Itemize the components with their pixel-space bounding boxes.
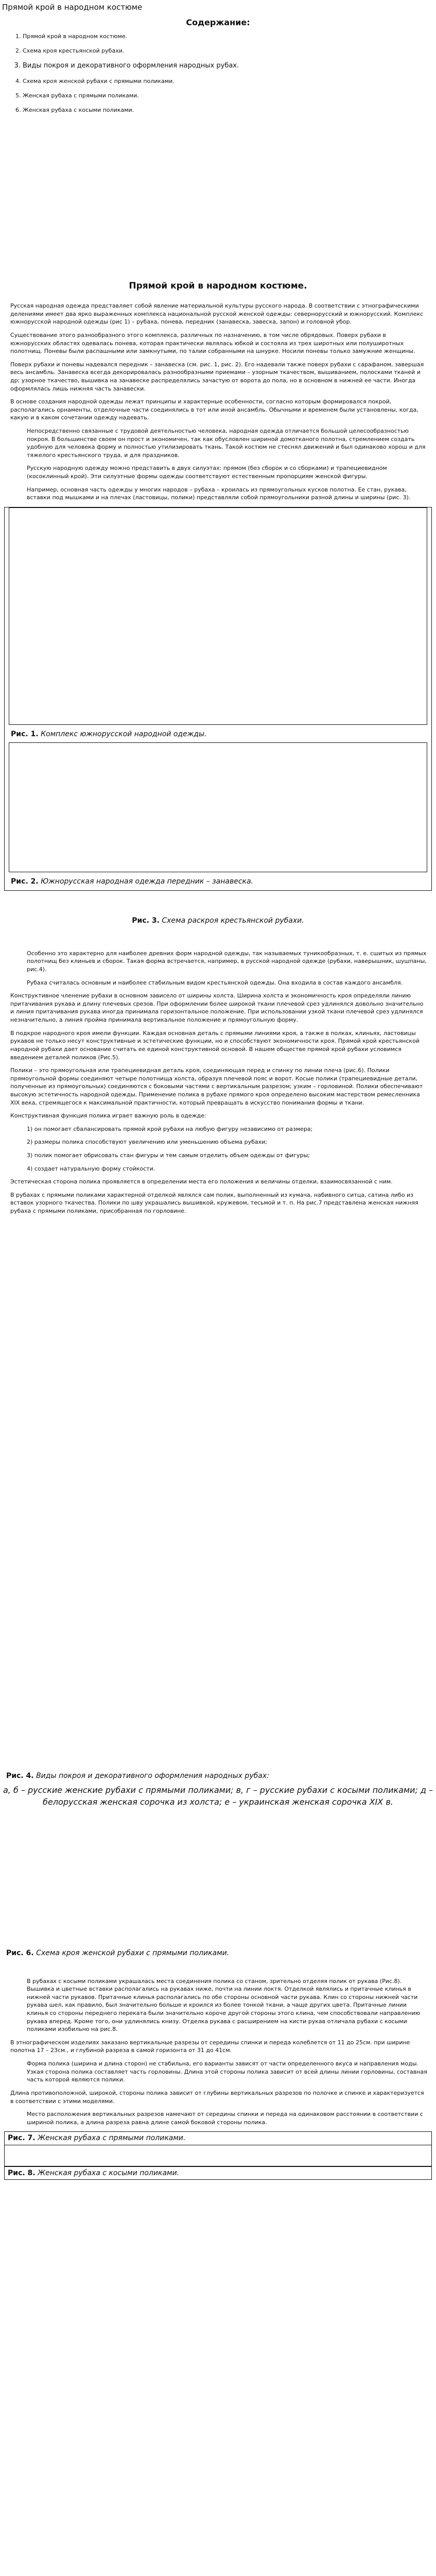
paragraph: В этнографическом изделиях заказано вертикальные разрезы от середины спинки и переда колеблется от 11 до 25см. при ширине полотна 17 – 23см., и глубиной разреза в самой горизонта от 31 до 41см. (10, 2039, 410, 2054)
toc-item[interactable]: 4. Схема кроя женской рубахи с прямыми поликами. (23, 77, 436, 86)
list-item: 4) создает натуральную форму стойкости. (27, 1165, 155, 1172)
figure-4-image (0, 1221, 436, 1767)
toc-item[interactable]: 1. Прямой крой в народном костюме. (23, 32, 436, 41)
list-item: 3) полик помогает обрисовать стан фигуры и тем самым отделить объем одежды от фигуры; (27, 1151, 310, 1159)
paragraph: Поверх рубахи и поневы надевался передник – занавеска (см. рис. 1, рис. 2). Его надевали также поверх рубахи с сарафаном, завершая весь ансамбль. Занавеска всегда декорировалась разнообразными приемами – узорным ткачеством, вышиванием, полосками тканей и др; узорное ткачество, вышивка на занавеске распределялись зачастую от ворота до пола, но в основном в нижней ее части. Иногда оформлялась лишь нижняя часть занавески. (10, 361, 424, 392)
toc-item[interactable]: 2. Схема кроя крестьянской рубахи. (23, 47, 436, 55)
figure-4-caption: Рис. 4. Виды покроя и декоративного оформления народных рубах: (6, 1771, 269, 1780)
paragraph: В рубахах с косыми поликами украшалась места соединения полика со станом, зрительно отделяя полик от рукава (Рис.8). Вышивка и цветные вставки располагались на рукавах ниже, почти на линии локтя. Отделкой являлись и притачные клинья в нижней части рукавов. Притачные клинья располагались по обе стороны основной части рукава. Клин со стороны нижней части рукава шел, как правило, был значительно больше и кроился из более тонкой ткани, а чаще других цвета. Притачные линии клинья со стороны переднего переката были значительно короче другой стороны этого клина, чем способствовали направлению рукава вперед. Кроме того, они удлинялись книзу. Отделка рукава с расширением на кисти рукав отличала рубахи с косыми поликами изобильно на рис.8. (27, 1977, 421, 2033)
paragraph: В основе создания народной одежды лежат принципы и характерные особенности, согласно которым формировался покрой, располагались орнаменты, отделочные части соединялись в тот или иной ансамбль. Обычными и временем были установлены, когда, какую и в каком сочетании одежду надевать. (10, 398, 418, 421)
paragraph: Непосредственно связанные с трудовой деятельностью человека, народная одежда отличается большой целесообразностью покроя. В большинстве своем он прост и экономичен, так как обусловлен шириной домотканого полотна, стремлением создать удобную для человека форму и полностью утилизировать ткань. Такой костюм не стеснял движений и был одинаково хорош и для тяжелого крестьянского труда, и для праздников. (27, 428, 426, 459)
paragraph: Существование этого разнообразного этого комплекса, различных по назначению, в том числе обрядовых. Поверх рубахи в южнорусских областях одевалась понева, которая практически являлась юбкой и состояла из трех широтных или полуширотных полотнищ. Поневы были распашными или замкнутыми, по талии собранными на шнурке. Носили поневы только замужние женщины. (10, 331, 415, 355)
paragraph: Конструктивное членение рубахи в основном зависело от ширины холста. Ширина холста и экономичность кроя определяли линию притачивания рукава и длину плечевых срезов. При оформлении более широкой ткани плечевой срез удлинялся довольно значительно и линия притачивания рукава иногда принимала горизонтальное положение. При использовании узкой ткани плечевой срез удлинялся незначительно, а линия пройма принимала вертикальное положение и прямоугольную форму. (10, 992, 424, 1024)
figure-frame-1-2 (4, 507, 432, 891)
figure-7-image (4, 2145, 432, 2166)
figure-8-caption: Рис. 8. Женская рубаха с косыми поликами. (4, 2166, 432, 2180)
paragraph: Русскую народную одежду можно представить в двух силуэтах: прямом (без сборок и со сборками) и трапециевидном (косоклинный крой). Эти силуэтные формы одежды соответствуют естественным пропорциям женской фигуры. (27, 465, 387, 480)
list-item: 1) он помогает сбалансировать прямой крой рубахи на любую фигуру независимо от размера; (27, 1125, 313, 1132)
paragraph: Полики – это прямоугольная или трапециевидная деталь кроя, соединяющая перед и спинку по линии плеча (рис.6). Полики прямоугольной формы соединяют четыре полотнища холста, образуя плечевой пояс и ворот. Косые полики (трапециевидные детали, полученные из прямоугольных) соединяются с боковыми частями с вертикальным разрезом; узким – горловиной. Полики обеспечивают высокую эстетичность народной одежды. Применение полика в рубахе прямого кроя определено высоким мастерством ремесленника XIX века, стремящегося к максимальной практичности, который превращать в искусство понимания формы и ткани. (10, 1067, 423, 1106)
figure-1-caption: Рис. 1. Комплекс южнорусской народной одежды. (11, 730, 207, 738)
figure-4-subcaption: а, б – русские женские рубахи с прямыми поликами; в, г – русские рубахи с косыми поликами; д – белорусская женская сорочка из холста; е – украинская женская сорочка XIX в. (3, 1785, 433, 1807)
paragraph: Рубаха считалась основным и наиболее стабильным видом крестьянской одежды. Она входила в состав каждого ансамбля. (27, 979, 403, 986)
toc-item[interactable]: 5. Женская рубаха с прямыми поликами. (23, 92, 436, 100)
paragraph: Например, основная часть одежды у многих народов – рубаха – кроилась из прямоугольных кусков полотна. Ее стан, рукава, вставки под мышками и на плечах (ластовицы, полики) представляли собой прямоугольники разной длины и ширины (рис. 3). (27, 486, 411, 501)
paragraph: Конструктивная функция полика играет важную роль в одежде: (10, 1112, 206, 1120)
toc-item[interactable]: 3. Виды покроя и декоративного оформления народных рубах. (23, 61, 436, 71)
paragraph: В рубахах с прямыми поликами характерной отделкой являлся сам полик, выполненный из кумача, набивного ситца, сатина либо из вставок узорного ткачества. Полики по шву украшались вышивкой, кружевом, тесьмой и т. п. На рис.7 представлена женская нижняя рубаха с прямыми поликами, присобранная по горловине. (10, 1191, 418, 1215)
toc-heading: Содержание: (186, 17, 250, 27)
paragraph: Форма полика (ширина и длина сторон) не стабильна, его варианты зависят от части определенного вкуса и направления моды. Узкая сторона полика составляет часть горловины. Длина этой стороны полика зависит от всей длины линии горловины, составная часть которой являются полики. (27, 2060, 427, 2083)
table-of-contents (0, 32, 436, 114)
window-title: Прямой крой в народном костюме (2, 3, 143, 12)
paragraph: В подкрое народного кроя имели функции. Каждая основная деталь с прямыми линиями кроя, а также в полках, клиньях, ластовицы рукавов не только несут конструктивные и эстетические функции, но и способствуют экономичности кроя. Прямой крой крестьянской народной рубахи дает основание считать ее единой конструктивной основой. В нашем обществе прямой крой рубахи условимся введением деталей поликов (Рис.5). (10, 1029, 420, 1061)
paragraph: Особенно это характерно для наиболее древних форм народной одежды, так называемых туникообразных, т. е. сшитых из прямых полотнищ без клиньев и сборок. Такая форма встречается, например, в русской народной одежде (рубахи, наверышник, шушпаны, рис.4). (27, 950, 427, 973)
paragraph: Длина противоположной, широкой, стороны полика зависит от глубины вертикальных разрезов по полочке и спинке и характеризуется в соответствии с этими моделями. (10, 2089, 424, 2105)
figure-2-caption: Рис. 2. Южнорусская народная одежда передник – занавеска. (11, 877, 254, 886)
paragraph: Русская народная одежда представляет собой явление материальной культуры русского народа. В соответствии с этнографическими делениями имеет два ярко выраженных комплекса национальной русской женской одежды: севернорусский и южнорусский. Комплекс южнорусской народной одежды (рис 1) – рубаха, понева, передник (занавеска, завеска, запон) и головной убор. (10, 302, 424, 326)
paragraph: Место расположения вертикальных разрезов намечают от середины спинки и переда на одинаковом расстоянии в соответствии с шириной полика, а длина разреза равна длине самой боковой стороны полика. (27, 2111, 423, 2126)
list-item: 2) размеры полика способствуют увеличению или уменьшению объема рубахи; (27, 1139, 267, 1146)
toc-item[interactable]: 6. Женская рубаха с косыми поликами. (23, 106, 436, 114)
section-title: Прямой крой в народном костюме. (129, 281, 307, 292)
figure-3-caption: Рис. 3. Схема раскроя крестьянской рубахи. (132, 916, 304, 925)
figure-7-caption: Рис. 7. Женская рубаха с прямыми поликами. (4, 2131, 432, 2145)
figure-1-image (9, 507, 427, 725)
figure-6-image (0, 1810, 436, 1944)
paragraph: Эстетическая сторона полика проявляется в определении места его положения и величины отделки, взаимосвязанной с ним. (10, 1178, 393, 1185)
document (0, 2, 436, 2180)
figure-6-caption: Рис. 6. Схема кроя женской рубахи с прямыми поликами. (6, 1949, 230, 1958)
figure-2-image (9, 742, 427, 872)
